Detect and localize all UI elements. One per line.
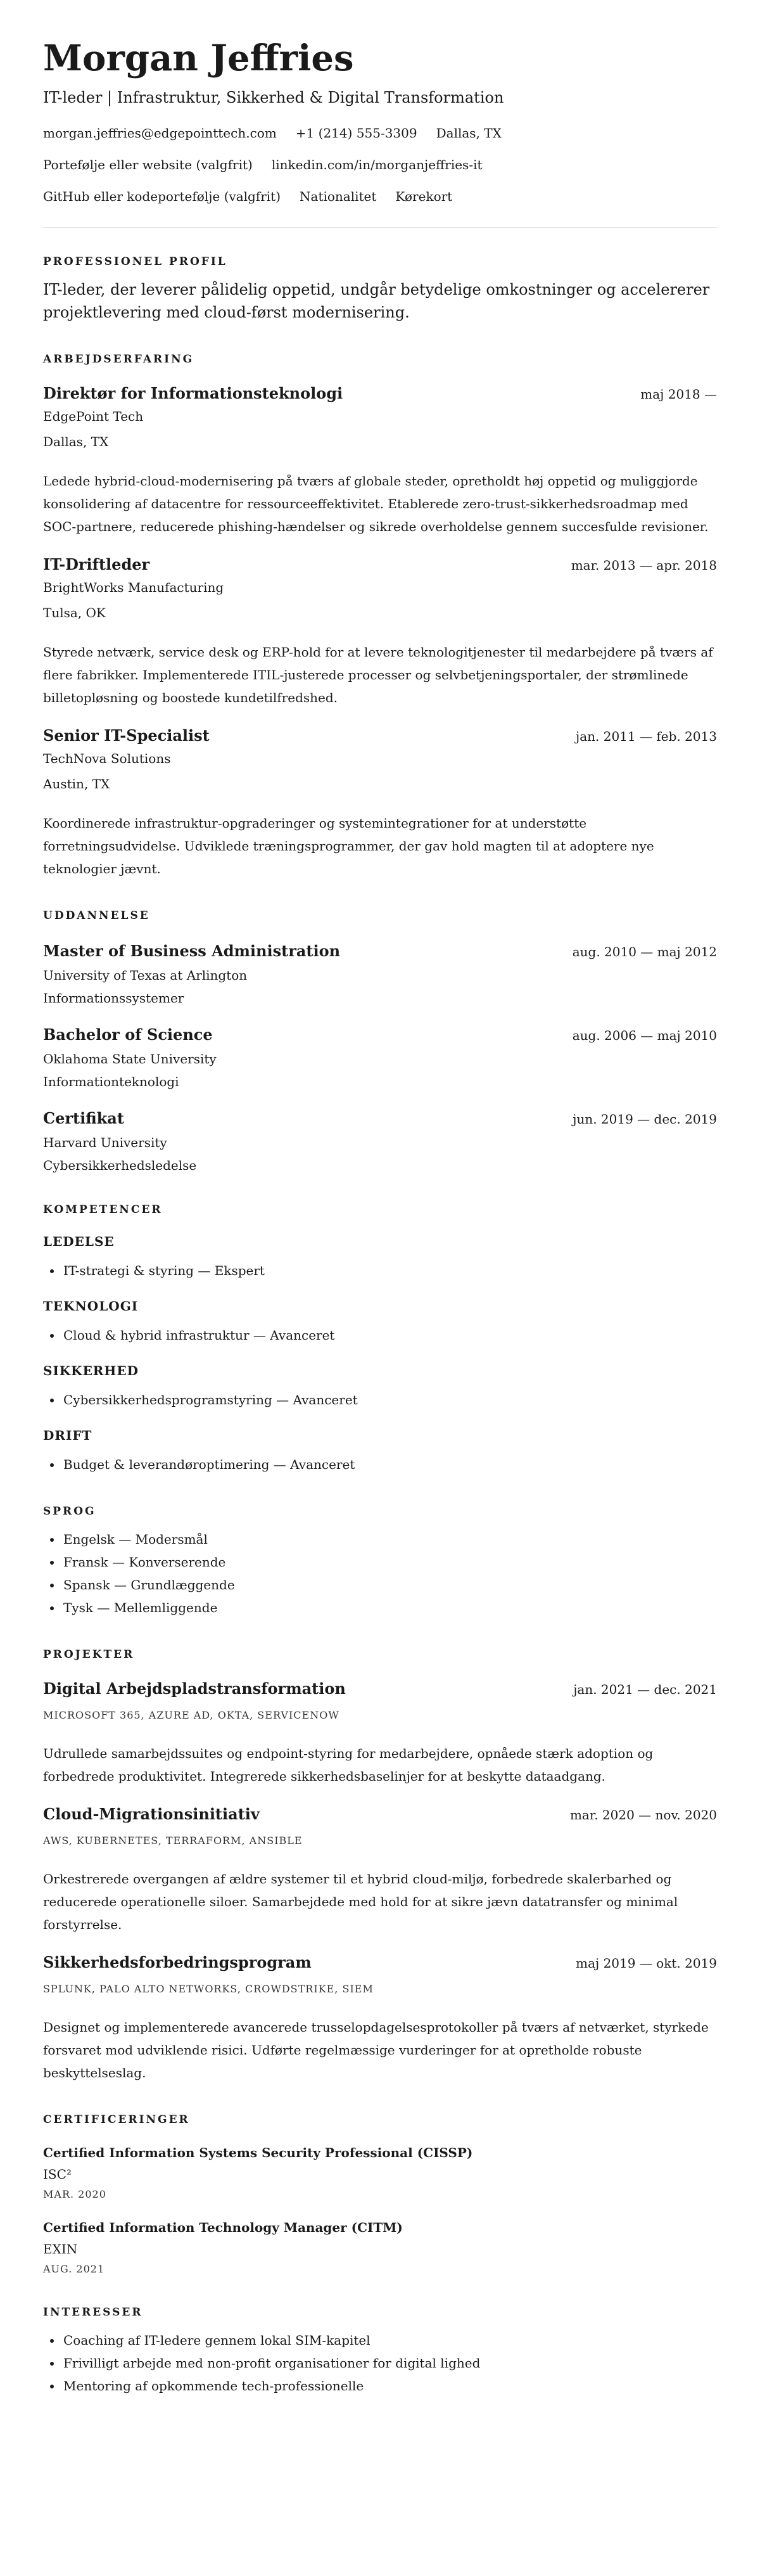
section-title-projects: PROJEKTER bbox=[43, 1648, 135, 1661]
skill-item: • Budget & leverandøroptimering — Avanceret bbox=[62, 1453, 717, 1476]
contact-email[interactable]: morgan.jeffries@edgepointtech.com bbox=[43, 125, 277, 141]
certification-name: Certified Information Systems Security Professional (CISSP) bbox=[43, 2145, 473, 2160]
job-location: Austin, TX bbox=[43, 776, 110, 791]
interest-item: • Mentoring af opkommende tech-professionelle bbox=[62, 2374, 717, 2397]
experience-entry bbox=[43, 726, 717, 880]
skill-group-title: SIKKERHED bbox=[43, 1363, 139, 1378]
job-location: Tulsa, OK bbox=[43, 605, 106, 620]
certification-entry bbox=[43, 2219, 717, 2277]
school-name: University of Texas at Arlington bbox=[43, 968, 248, 983]
section-title-certifications: CERTIFICERINGER bbox=[43, 2113, 190, 2126]
job-company: EdgePoint Tech bbox=[43, 409, 144, 424]
project-dates: mar. 2020 — nov. 2020 bbox=[569, 1807, 717, 1823]
project-description: Designet og implementerede avancerede trusselopdagelsesprotokoller på tværs af netværket, styrkede forsvaret mod udviklende risici. Udførte regelmæssige vurderinger for at opretholde robuste beskyttelseslag. bbox=[43, 2020, 709, 2080]
certification-name: Certified Information Technology Manager (CITM) bbox=[43, 2220, 403, 2235]
skill-list bbox=[43, 1453, 717, 1476]
education-entry bbox=[43, 941, 717, 1007]
experience-entry-head bbox=[43, 726, 717, 746]
project-entry-head bbox=[43, 1679, 717, 1699]
project-description: Udrullede samarbejdssuites og endpoint-styring for medarbejdere, opnåede stærk adoption og forbedrede produktivitet. Integrerede sikkerhedsbaselinjer for at beskytte dataadgang. bbox=[43, 1746, 654, 1784]
interests-section bbox=[43, 2305, 717, 2397]
candidate-name: Morgan Jeffries bbox=[43, 37, 354, 79]
project-dates: jan. 2021 — dec. 2021 bbox=[573, 1682, 717, 1697]
section-title-interests: INTERESSER bbox=[43, 2306, 143, 2319]
field-of-study: Informationteknologi bbox=[43, 1074, 179, 1089]
profile-text: IT-leder, der leverer pålidelig oppetid, undgår betydelige omkostninger og accelererer projektlevering med cloud-først modernisering. bbox=[43, 281, 710, 321]
job-title: IT-Driftleder bbox=[43, 555, 150, 574]
contact-location: Dallas, TX bbox=[436, 125, 502, 141]
language-item: • Tysk — Mellemliggende bbox=[62, 1596, 717, 1619]
certification-issuer: EXIN bbox=[43, 2241, 78, 2257]
contact-github[interactable]: GitHub eller kodeportefølje (valgfrit) bbox=[43, 189, 281, 204]
job-company: BrightWorks Manufacturing bbox=[43, 580, 224, 595]
languages-section bbox=[43, 1504, 717, 1619]
section-title-profile: PROFESSIONEL PROFIL bbox=[43, 255, 227, 268]
degree-dates: jun. 2019 — dec. 2019 bbox=[573, 1112, 717, 1127]
contact-portfolio[interactable]: Portefølje eller website (valgfrit) bbox=[43, 157, 253, 172]
education-section bbox=[43, 908, 717, 1174]
skill-list bbox=[43, 1324, 717, 1347]
certification-entry bbox=[43, 2144, 717, 2202]
job-title: Senior IT-Specialist bbox=[43, 726, 210, 745]
skill-item: • IT-strategi & styring — Ekspert bbox=[62, 1259, 717, 1282]
project-name: Cloud-Migrationsinitiativ bbox=[43, 1805, 260, 1823]
project-entry bbox=[43, 1679, 717, 1788]
experience-entry bbox=[43, 554, 717, 709]
project-tech: MICROSOFT 365, AZURE AD, OKTA, SERVICENOW bbox=[43, 1709, 339, 1721]
certifications-section bbox=[43, 2112, 717, 2277]
language-list bbox=[43, 1528, 717, 1619]
project-description: Orkestrerede overgangen af ældre systemer til et hybrid cloud-miljø, forbedrede skalerbarhed og reducerede operationelle siloer. Samarbejdede med hold for at sikre jævn datatransfer og minimal forstyrrelse. bbox=[43, 1871, 678, 1932]
contact-row-links bbox=[43, 156, 717, 174]
school-name: Oklahoma State University bbox=[43, 1051, 217, 1067]
project-tech: AWS, KUBERNETES, TERRAFORM, ANSIBLE bbox=[43, 1835, 303, 1847]
project-name: Digital Arbejdspladstransformation bbox=[43, 1679, 346, 1698]
field-of-study: Cybersikkerhedsledelse bbox=[43, 1158, 197, 1173]
headline: IT-leder | Infrastruktur, Sikkerhed & Digital Transformation bbox=[43, 89, 504, 106]
project-dates: maj 2019 — okt. 2019 bbox=[576, 1956, 717, 1971]
job-dates: mar. 2013 — apr. 2018 bbox=[571, 558, 717, 573]
job-dates: jan. 2011 — feb. 2013 bbox=[576, 729, 717, 744]
skill-group-title: TEKNOLOGI bbox=[43, 1298, 139, 1314]
section-title-skills: KOMPETENCER bbox=[43, 1203, 163, 1216]
skill-group-title: LEDELSE bbox=[43, 1234, 115, 1249]
skill-item: • Cybersikkerhedsprogramstyring — Avanceret bbox=[62, 1388, 717, 1411]
project-entry bbox=[43, 1804, 717, 1936]
certification-date: MAR. 2020 bbox=[43, 2188, 106, 2200]
degree-title: Master of Business Administration bbox=[43, 942, 341, 960]
job-dates: maj 2018 — bbox=[640, 387, 717, 402]
degree-title: Bachelor of Science bbox=[43, 1025, 213, 1044]
contact-linkedin[interactable]: linkedin.com/in/morganjeffries-it bbox=[271, 157, 483, 172]
interest-list bbox=[43, 2329, 717, 2397]
education-entry-head bbox=[43, 1025, 717, 1045]
job-description: Koordinerede infrastruktur-opgraderinger og systemintegrationer for at understøtte forretningsudvidelse. Udviklede træningsprogrammer, der gav hold magten til at adoptere nye teknologier jævnt. bbox=[43, 816, 654, 876]
contact-phone[interactable]: +1 (214) 555-3309 bbox=[295, 125, 417, 141]
section-title-education: UDDANNELSE bbox=[43, 909, 150, 922]
education-entry-head bbox=[43, 1108, 717, 1129]
education-entry bbox=[43, 1025, 717, 1091]
degree-dates: aug. 2010 — maj 2012 bbox=[572, 944, 717, 959]
project-entry bbox=[43, 1952, 717, 2084]
section-title-languages: SPROG bbox=[43, 1505, 96, 1518]
contact-row-primary bbox=[43, 124, 717, 142]
skill-list bbox=[43, 1259, 717, 1282]
language-item: • Spansk — Grundlæggende bbox=[62, 1573, 717, 1596]
skill-group-title: DRIFT bbox=[43, 1428, 92, 1443]
project-entry-head bbox=[43, 1952, 717, 1973]
school-name: Harvard University bbox=[43, 1135, 167, 1150]
education-entry-head bbox=[43, 941, 717, 961]
language-item: • Engelsk — Modersmål bbox=[62, 1528, 717, 1551]
project-tech: SPLUNK, PALO ALTO NETWORKS, CROWDSTRIKE, SIEM bbox=[43, 1983, 374, 1995]
contact-license: Kørekort bbox=[395, 189, 453, 204]
skills-section bbox=[43, 1202, 717, 1476]
projects-section bbox=[43, 1647, 717, 2084]
degree-title: Certifikat bbox=[43, 1109, 124, 1127]
job-location: Dallas, TX bbox=[43, 434, 109, 449]
experience-section bbox=[43, 352, 717, 880]
profile-section bbox=[43, 254, 717, 324]
degree-dates: aug. 2006 — maj 2010 bbox=[572, 1028, 717, 1043]
experience-entry-head bbox=[43, 383, 717, 404]
interest-item: • Frivilligt arbejde med non-profit organisationer for digital lighed bbox=[62, 2352, 717, 2374]
contact-nationality: Nationalitet bbox=[300, 189, 377, 204]
experience-entry-head bbox=[43, 554, 717, 575]
job-title: Direktør for Informationsteknologi bbox=[43, 384, 343, 402]
experience-entry bbox=[43, 383, 717, 538]
section-title-experience: ARBEJDSERFARING bbox=[43, 353, 194, 366]
certification-issuer: ISC² bbox=[43, 2167, 72, 2182]
interest-item: • Coaching af IT-ledere gennem lokal SIM-kapitel bbox=[62, 2329, 717, 2352]
skill-item: • Cloud & hybrid infrastruktur — Avanceret bbox=[62, 1324, 717, 1347]
project-entry-head bbox=[43, 1804, 717, 1824]
job-description: Ledede hybrid-cloud-modernisering på tværs af globale steder, opretholdt høj oppetid og muliggjorde konsolidering af datacentre for ressourceeffektivitet. Etablerede zero-trust-sikkerhedsroadmap med SOC-partnere, reducerede phishing-hændelser og sikrede overholdelse gennem succesfulde revisioner. bbox=[43, 473, 709, 534]
language-item: • Fransk — Konverserende bbox=[62, 1551, 717, 1573]
field-of-study: Informationssystemer bbox=[43, 990, 184, 1006]
education-entry bbox=[43, 1108, 717, 1174]
job-company: TechNova Solutions bbox=[43, 751, 171, 766]
resume-header bbox=[43, 38, 717, 205]
project-name: Sikkerhedsforbedringsprogram bbox=[43, 1953, 312, 1971]
skill-list bbox=[43, 1388, 717, 1411]
certification-date: AUG. 2021 bbox=[43, 2263, 105, 2275]
contact-row-extra bbox=[43, 188, 717, 205]
job-description: Styrede netværk, service desk og ERP-hold for at levere teknologitjenester til medarbejdere på tværs af flere fabrikker. Implementerede ITIL-justerede processer og selvbetjeningsportaler, der strømlinede billetopløsning og boostede kundetilfredshed. bbox=[43, 644, 713, 705]
